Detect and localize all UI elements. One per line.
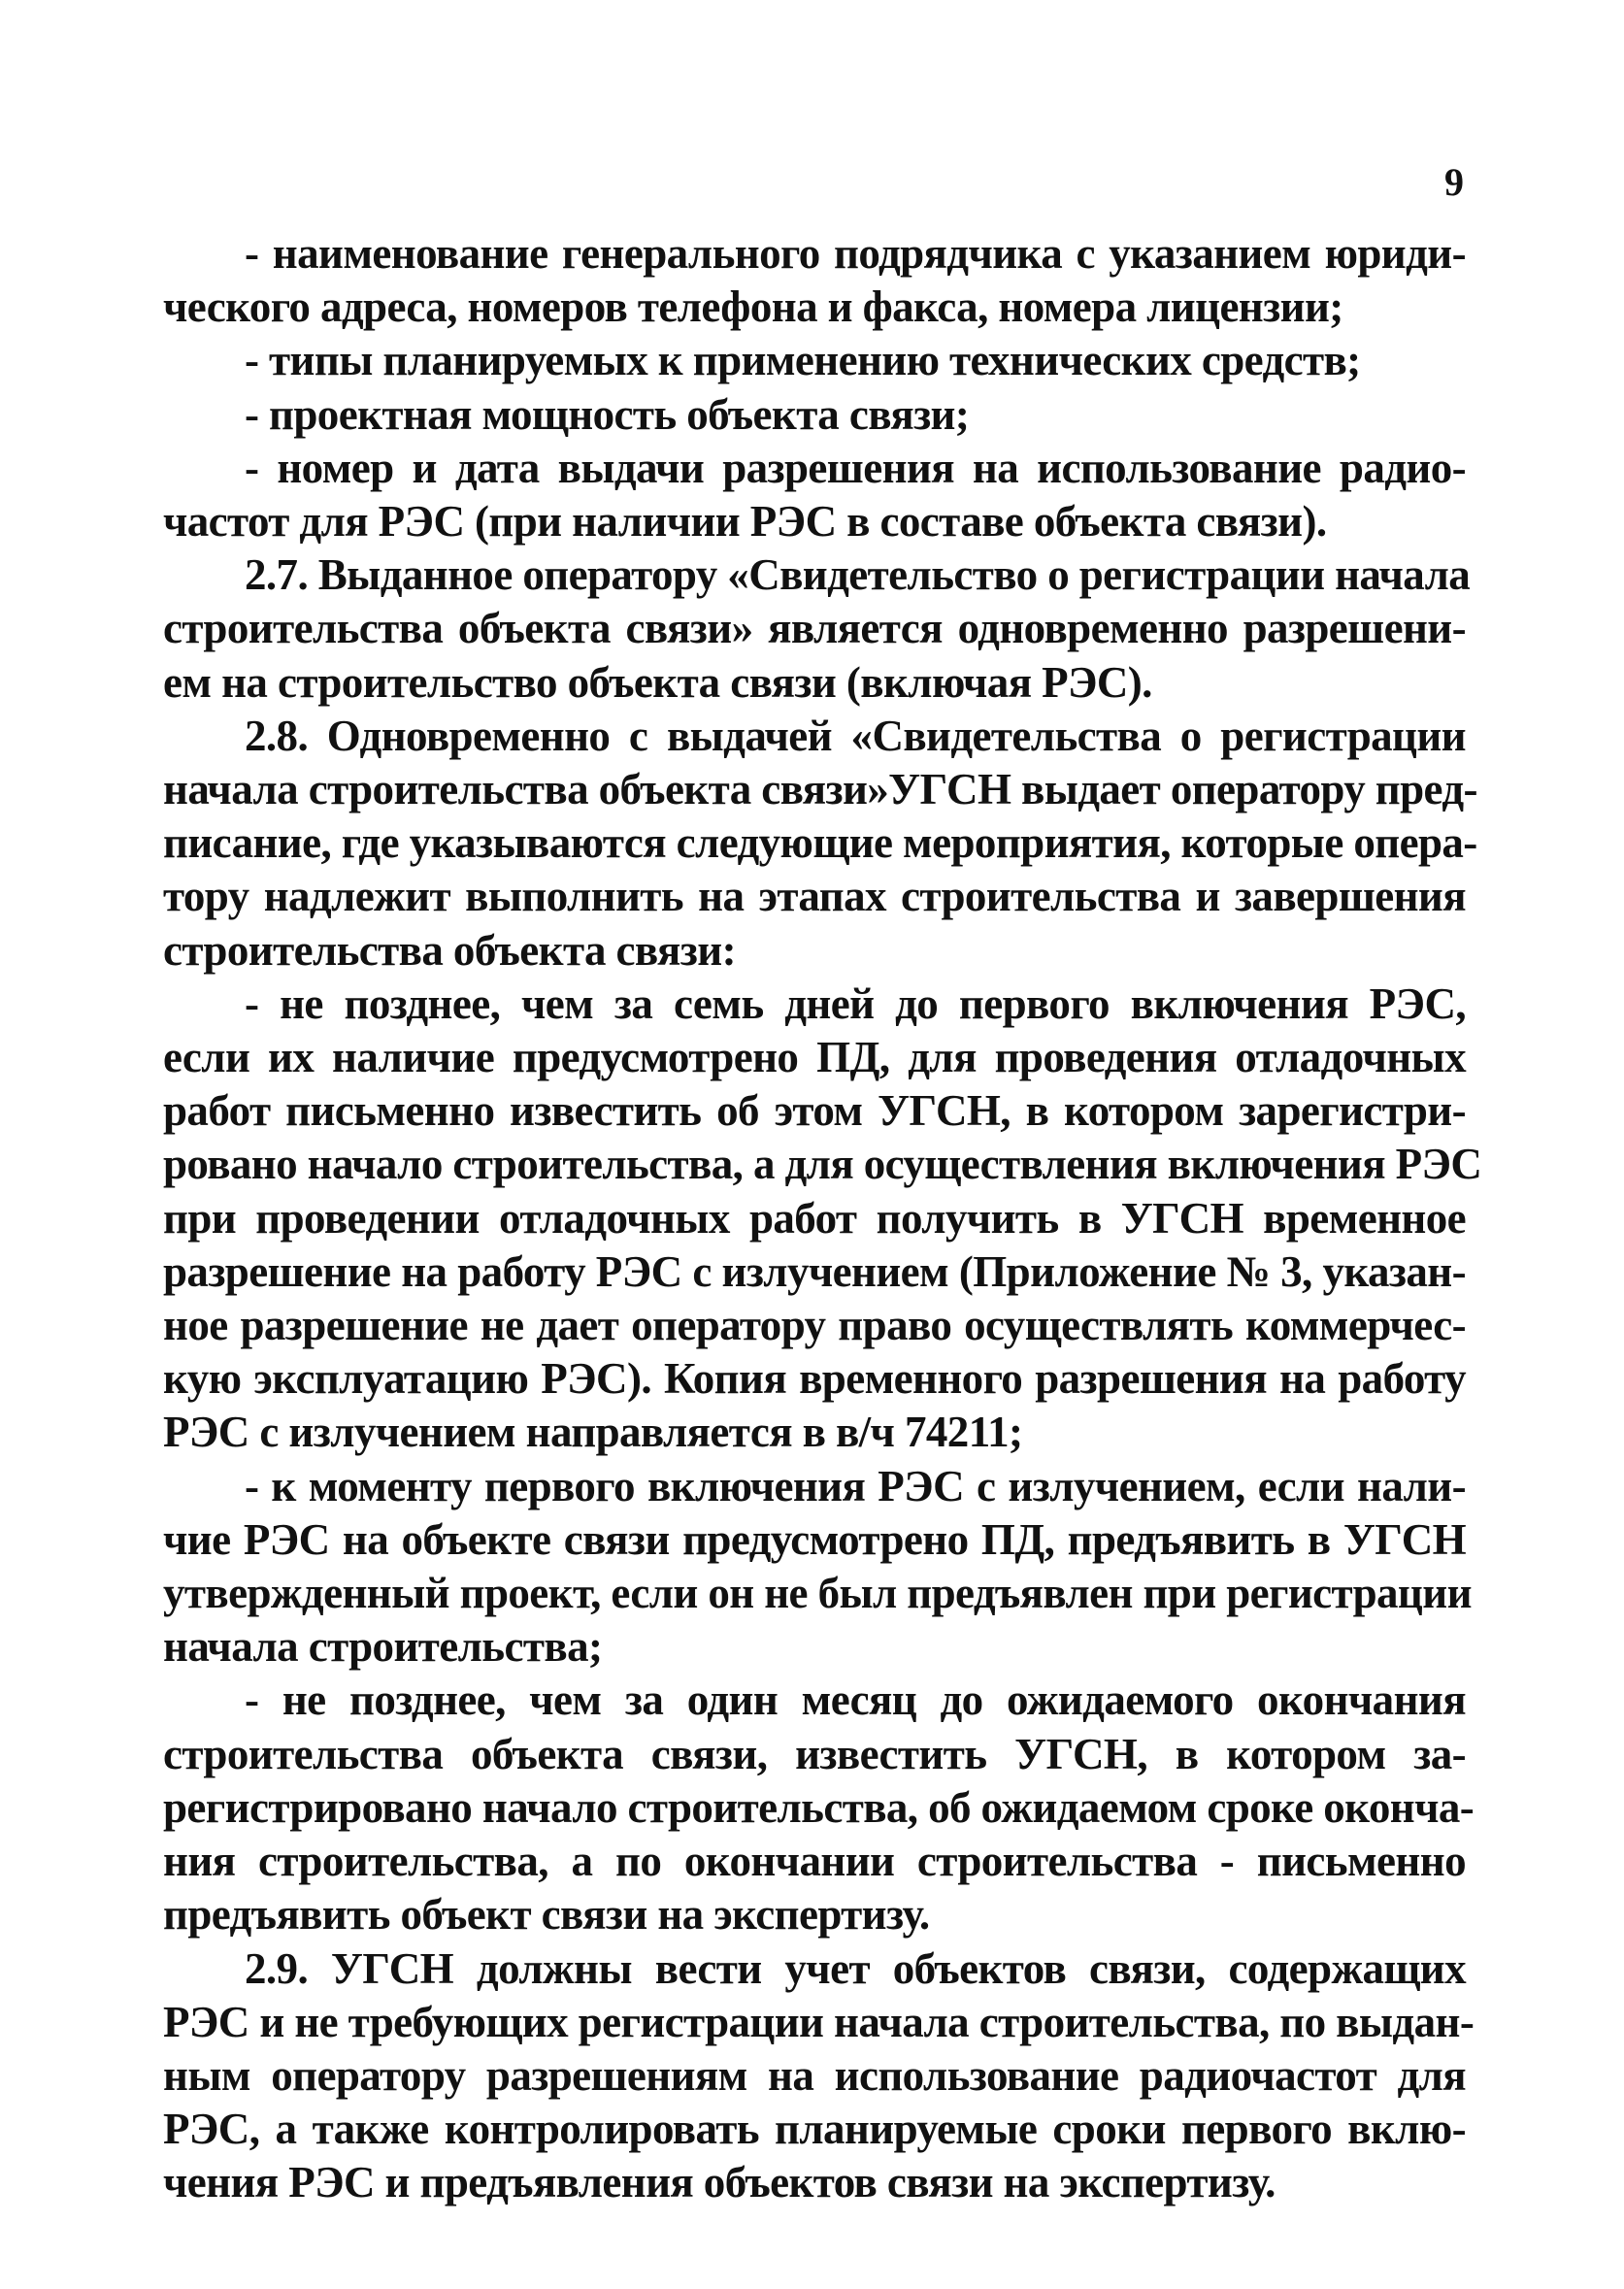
text-line: ное разрешение не дает оператору право осуществлять коммерчес- (163, 1301, 1466, 1350)
text-line: ческого адреса, номеров телефона и факса, номера лицензии; (163, 282, 1343, 332)
text-line: частот для РЭС (при наличии РЭС в составе объекта связи). (163, 497, 1327, 547)
text-line: чие РЭС на объекте связи предусмотрено ПД, предъявить в УГСН (163, 1514, 1466, 1564)
text-line: работ письменно известить об этом УГСН, в котором зарегистри- (163, 1086, 1466, 1136)
text-line: - типы планируемых к применению технических средств; (245, 336, 1361, 385)
text-line: РЭС и не требующих регистрации начала строительства, по выдан- (163, 1997, 1475, 2046)
text-line: при проведении отладочных работ получить в УГСН временное (163, 1193, 1466, 1243)
page-number: 9 (1444, 160, 1464, 204)
text-line: строительства объекта связи: (163, 925, 736, 975)
text-line: начала строительства объекта связи»УГСН выдает оператору пред- (163, 765, 1477, 814)
text-line: если их наличие предусмотрено ПД, для проведения отладочных (163, 1033, 1466, 1082)
text-line: тору надлежит выполнить на этапах строительства и завершения (163, 872, 1466, 921)
text-line: 2.7. Выданное оператору «Свидетельство о регистрации начала (245, 550, 1471, 600)
text-line: разрешение на работу РЭС с излучением (Приложение № 3, указан- (163, 1246, 1466, 1296)
text-line: начала строительства; (163, 1622, 603, 1672)
document-body (163, 227, 1482, 2210)
text-line: - наименование генерального подрядчика с указанием юриди- (245, 229, 1466, 278)
text-line: предъявить объект связи на экспертизу. (163, 1890, 930, 1940)
text-line: утвержденный проект, если он не был предъявлен при регистрации (163, 1569, 1472, 1618)
text-line: - номер и дата выдачи разрешения на использование радио- (245, 443, 1466, 492)
text-line: - к моменту первого включения РЭС с излучением, если нали- (245, 1461, 1466, 1510)
text-line: 2.8. Одновременно с выдачей «Свидетельства о регистрации (245, 711, 1466, 760)
text-line: - проектная мощность объекта связи; (245, 389, 970, 439)
text-line: ным оператору разрешениям на использование радиочастот для (163, 2050, 1466, 2100)
text-line: строительства объекта связи, известить УГСН, в котором за- (163, 1729, 1466, 1778)
text-line: чения РЭС и предъявления объектов связи на экспертизу. (163, 2158, 1276, 2207)
text-line: - не позднее, чем за семь дней до первого включения РЭС, (245, 979, 1466, 1028)
text-line: писание, где указываются следующие мероприятия, которые опера- (163, 818, 1477, 868)
text-line: РЭС с излучением направляется в в/ч 74211; (163, 1408, 1023, 1457)
text-line: ровано начало строительства, а для осуществления включения РЭС (163, 1140, 1482, 1189)
text-line: ем на строительство объекта связи (включая РЭС). (163, 657, 1152, 707)
text-line: кую эксплуатацию РЭС). Копия временного разрешения на работу (163, 1354, 1466, 1404)
text-line: - не позднее, чем за один месяц до ожидаемого окончания (245, 1675, 1466, 1725)
text-line: регистрировано начало строительства, об ожидаемом сроке оконча- (163, 1782, 1475, 1832)
text-line: РЭС, а также контролировать планируемые сроки первого вклю- (163, 2105, 1466, 2154)
text-line: строительства объекта связи» является одновременно разрешени- (163, 604, 1466, 653)
text-line: ния строительства, а по окончании строительства - письменно (163, 1837, 1466, 1886)
text-line: 2.9. УГСН должны вести учет объектов связи, содержащих (245, 1943, 1466, 1993)
